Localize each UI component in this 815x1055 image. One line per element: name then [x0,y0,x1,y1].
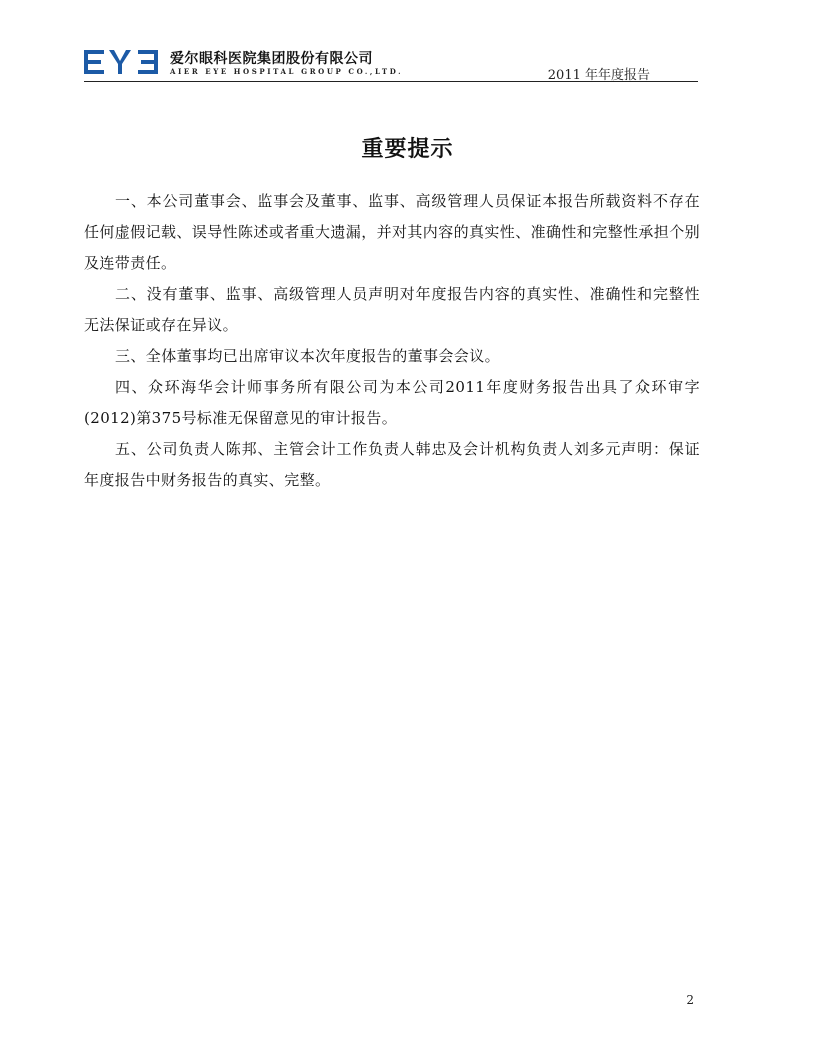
notice-paragraph-4: 四、众环海华会计师事务所有限公司为本公司2011年度财务报告出具了众环审字(2012)第375号标准无保留意见的审计报告。 [84,378,700,427]
notice-paragraph-2: 二、没有董事、监事、高级管理人员声明对年度报告内容的真实性、准确性和完整性无法保证或存在异议。 [84,285,700,334]
report-year-label: 2011 年年度报告 [547,68,650,83]
notice-body [84,186,700,496]
notice-paragraph-5: 五、公司负责人陈邦、主管会计工作负责人韩忠及会计机构负责人刘多元声明：保证年度报告中财务报告的真实、完整。 [84,440,700,489]
company-name-block [170,48,480,76]
notice-paragraph-3: 三、全体董事均已出席审议本次年度报告的董事会会议。 [115,347,501,365]
company-name-en: AIER EYE HOSPITAL GROUP CO.,LTD. [170,67,404,76]
header-divider [84,81,698,82]
company-name-cn: 爱尔眼科医院集团股份有限公司 [170,51,373,67]
page-header [84,44,698,82]
page-number: 2 [686,993,694,1007]
eye-logo-icon [84,50,158,74]
notice-paragraph-1: 一、本公司董事会、监事会及董事、监事、高级管理人员保证本报告所载资料不存在任何虚假记载、误导性陈述或者重大遗漏，并对其内容的真实性、准确性和完整性承担个别及连带责任。 [84,192,701,272]
page-title: 重要提示 [361,137,454,162]
